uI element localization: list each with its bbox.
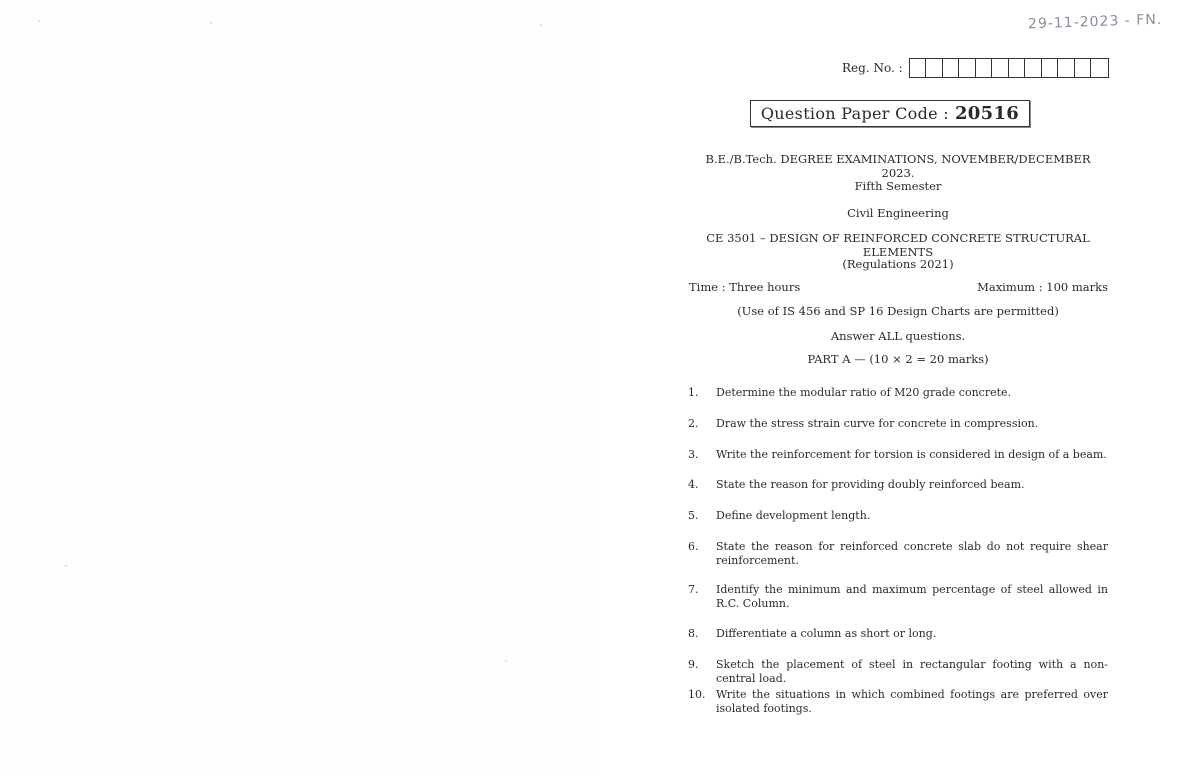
question-number: 4. xyxy=(688,478,699,491)
paper-code-label: Question Paper Code : xyxy=(760,104,949,123)
reg-no-digit-box[interactable] xyxy=(1025,59,1042,77)
reg-no-digit-box[interactable] xyxy=(1091,59,1108,77)
reg-no-digit-box[interactable] xyxy=(1042,59,1059,77)
reg-no-digit-box[interactable] xyxy=(959,59,976,77)
question-text: State the reason for providing doubly reinforced beam. xyxy=(716,478,1025,491)
question-text: Write the reinforcement for torsion is considered in design of a beam. xyxy=(716,448,1107,461)
question-paper-code-box xyxy=(750,100,1030,127)
question-item xyxy=(688,478,1108,492)
question-item xyxy=(688,627,1108,641)
reg-no-field xyxy=(842,58,1109,78)
scan-speck xyxy=(540,24,542,26)
reg-no-digit-box[interactable] xyxy=(992,59,1009,77)
question-item xyxy=(688,448,1108,462)
question-text: State the reason for reinforced concrete slab do not require shear reinforcement. xyxy=(716,540,1108,567)
question-text: Identify the minimum and maximum percentage of steel allowed in R.C. Column. xyxy=(716,583,1108,610)
question-item xyxy=(688,688,1108,716)
question-number: 5. xyxy=(688,509,699,522)
department: Civil Engineering xyxy=(847,206,949,220)
scan-speck xyxy=(210,22,212,24)
question-paper-page xyxy=(600,0,1200,776)
reg-no-digit-box[interactable] xyxy=(1075,59,1092,77)
time-marks-row xyxy=(689,280,1108,294)
question-item xyxy=(688,658,1108,686)
scan-speck xyxy=(65,565,67,567)
question-number: 9. xyxy=(688,658,699,671)
question-item xyxy=(688,540,1108,568)
question-item xyxy=(688,386,1108,400)
question-number: 2. xyxy=(688,417,699,430)
scan-speck xyxy=(505,660,507,662)
question-text: Draw the stress strain curve for concrete in compression. xyxy=(716,417,1039,430)
reg-no-label: Reg. No. : xyxy=(842,61,903,75)
semester: Fifth Semester xyxy=(854,179,942,193)
question-item xyxy=(688,583,1108,611)
reg-no-digit-box[interactable] xyxy=(943,59,960,77)
question-text: Define development length. xyxy=(716,509,871,522)
question-number: 3. xyxy=(688,448,699,461)
question-item xyxy=(688,417,1108,431)
reg-no-digit-box[interactable] xyxy=(926,59,943,77)
part-a-heading: PART A — (10 × 2 = 20 marks) xyxy=(807,352,989,366)
question-text: Sketch the placement of steel in rectangular footing with a non-central load. xyxy=(716,658,1108,685)
question-number: 7. xyxy=(688,583,699,596)
reg-no-digit-box[interactable] xyxy=(1009,59,1026,77)
question-text: Determine the modular ratio of M20 grade concrete. xyxy=(716,386,1012,399)
question-item xyxy=(688,509,1108,523)
question-number: 6. xyxy=(688,540,699,553)
reg-no-digit-box[interactable] xyxy=(976,59,993,77)
regulations: (Regulations 2021) xyxy=(842,257,954,271)
handwritten-date-note: 29-11-2023 - FN. xyxy=(1027,11,1163,33)
reg-no-digit-box[interactable] xyxy=(910,59,927,77)
question-text: Write the situations in which combined footings are preferred over isolated footings. xyxy=(716,688,1108,715)
question-number: 1. xyxy=(688,386,699,399)
reg-no-boxes xyxy=(909,58,1109,78)
question-number: 8. xyxy=(688,627,699,640)
instruction: Answer ALL questions. xyxy=(830,329,966,343)
question-number: 10. xyxy=(688,688,706,701)
paper-code-number: 20516 xyxy=(954,103,1020,124)
time-allowed: Time : Three hours xyxy=(689,280,801,294)
maximum-marks: Maximum : 100 marks xyxy=(977,280,1108,294)
exam-title: B.E./B.Tech. DEGREE EXAMINATIONS, NOVEMBER/DECEMBER 2023. xyxy=(705,152,1091,180)
course-title: CE 3501 – DESIGN OF REINFORCED CONCRETE STRUCTURAL ELEMENTS xyxy=(706,231,1090,259)
permitted-note: (Use of IS 456 and SP 16 Design Charts are permitted) xyxy=(737,304,1059,318)
reg-no-digit-box[interactable] xyxy=(1058,59,1075,77)
scan-speck xyxy=(38,20,40,22)
question-text: Differentiate a column as short or long. xyxy=(716,627,937,640)
